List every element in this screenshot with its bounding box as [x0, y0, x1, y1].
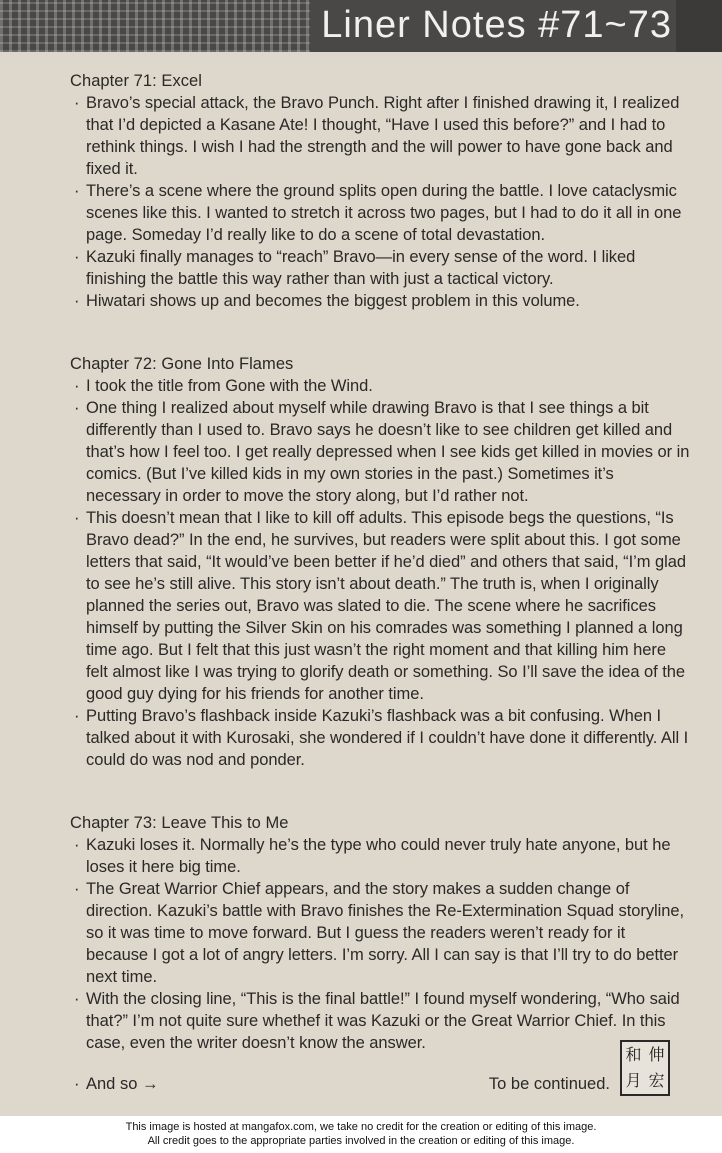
seal-char: 和: [625, 1045, 642, 1064]
note-item: · There’s a scene where the ground splits open during the battle. I love cataclysmic scenes like this. I wanted to stretch it across two pages, but I had to do it all in one page. Someday I’d really like to do a scene of total devastation.: [70, 180, 690, 246]
note-item: · Kazuki loses it. Normally he’s the type who could never truly hate anyone, but he loses it here big time.: [70, 834, 690, 878]
note-item: · The Great Warrior Chief appears, and the story makes a sudden change of direction. Kazuki’s battle with Bravo finishes the Re-Extermination Squad storyline, so it was time to move forward. But I guess the readers weren’t ready for it because I got a lot of angry letters. I’m sorry. All I can say is that I’ll try to do better next time.: [70, 878, 690, 988]
note-item: · Putting Bravo’s flashback inside Kazuki’s flashback was a bit confusing. When I talked about it with Kurosaki, she wondered if I couldn’t have done it differently. All I could do was nod and ponder.: [70, 705, 690, 771]
chapter-notes: [70, 375, 690, 771]
chapter-notes: [70, 92, 690, 312]
seal-char: 月: [625, 1071, 642, 1090]
header-banner: [0, 0, 722, 52]
and-so-text: · And so →: [86, 1075, 158, 1094]
chapter-73: [70, 812, 690, 1054]
seal-char: 宏: [648, 1071, 665, 1090]
note-item: · Kazuki finally manages to “reach” Bravo—in every sense of the word. I liked finishing the battle this way rather than with just a tactical victory.: [70, 246, 690, 290]
note-item: · Bravo’s special attack, the Bravo Punch. Right after I finished drawing it, I realized that I’d depicted a Kasane Ate! I thought, “Have I used this before?” and I had to rethink things. I wish I had the strength and the will power to have gone back and fixed it.: [70, 92, 690, 180]
header-tab: [676, 0, 722, 52]
chapter-title: Chapter 72: Gone Into Flames: [70, 355, 294, 373]
hosting-credit: [0, 1120, 722, 1148]
note-item: · With the closing line, “This is the final battle!” I found myself wondering, “Who said that?” I’m not quite sure whethef it was Kazuki or the Great Warrior Chief. In this case, even the writer doesn’t know the answer.: [70, 988, 690, 1054]
chapter-title: Chapter 71: Excel: [70, 72, 203, 90]
chapter-71: [70, 70, 690, 312]
chapter-72: [70, 353, 690, 771]
credit-line-2: All credit goes to the appropriate parties involved in the creation or editing of this image.: [147, 1135, 575, 1147]
chapter-notes: [70, 834, 690, 1054]
header-pattern: [0, 0, 310, 52]
note-item: · I took the title from Gone with the Wind.: [70, 375, 690, 397]
seal-char: 伸: [648, 1045, 665, 1064]
chapter-title: Chapter 73: Leave This to Me: [70, 814, 289, 832]
credit-line-1: This image is hosted at mangafox.com, we take no credit for the creation or editing of this image.: [125, 1121, 597, 1133]
author-seal-stamp: [620, 1040, 670, 1096]
note-item: · Hiwatari shows up and becomes the biggest problem in this volume.: [70, 290, 690, 312]
to-be-continued-text: To be continued.: [488, 1075, 610, 1093]
page-title: Liner Notes #71~73: [321, 4, 672, 46]
liner-notes-content: [70, 70, 690, 1095]
note-item: · This doesn’t mean that I like to kill off adults. This episode begs the questions, “Is Bravo dead?” In the end, he survives, but readers were split about this. I got some letters that said, “It would’ve been better if he’d died” and others that said, “I’m glad to see he’s still alive. This story isn’t about death.” The truth is, when I originally planned the series out, Bravo was slated to die. The scene where he sacrifices himself by putting the Silver Skin on his comrades was something I planned a long time ago. But I felt that this just wasn’t the right moment and that killing him here felt almost like I was trying to glorify death or something. So I’ll save the idea of the good guy dying for his friends for another time.: [70, 507, 690, 705]
note-item: · One thing I realized about myself while drawing Bravo is that I see things a bit differently than I used to. Bravo says he doesn’t like to see children get killed and that’s how I feel too. I get really depressed when I see kids get killed in movies or in comics. (But I’ve killed kids in my own stories in the past.) Sometimes it’s necessary in order to move the story along, but I’d rather not.: [70, 397, 690, 507]
